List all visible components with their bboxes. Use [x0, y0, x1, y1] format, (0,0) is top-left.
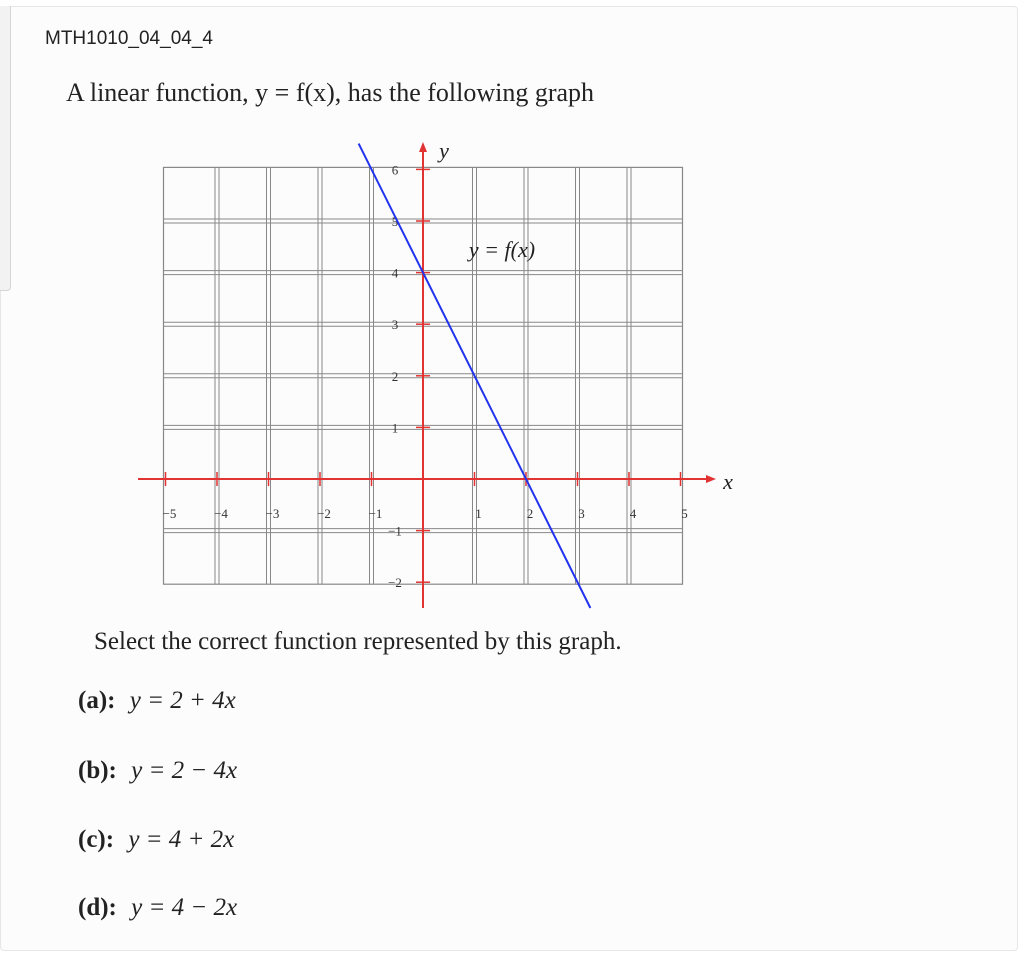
choice-a[interactable]: [78, 687, 236, 715]
choice-a-label: (a):: [78, 687, 116, 714]
choice-b-expression: y = 2 − 4x: [131, 757, 238, 784]
choice-b-label: (b):: [78, 757, 117, 784]
choice-c-expression: y = 4 + 2x: [128, 826, 235, 853]
y-tick-label: 4: [391, 265, 399, 281]
y-tick-label: 3: [391, 317, 399, 333]
x-axis-label: x: [723, 469, 733, 494]
question-text: Select the correct function represented by this graph.: [94, 628, 622, 655]
choice-d[interactable]: [78, 894, 237, 922]
y-tick-label: −1: [388, 523, 402, 539]
x-tick-label: −5: [162, 506, 177, 521]
choice-b[interactable]: [78, 757, 237, 785]
x-tick-label: 1: [475, 506, 482, 521]
y-tick-label: −2: [388, 575, 402, 591]
choice-c[interactable]: [78, 826, 234, 854]
x-axis-arrow: [706, 475, 716, 483]
problem-id: MTH1010_04_04_4: [45, 28, 213, 49]
y-axis-arrow: [419, 142, 427, 152]
choice-c-label: (c):: [78, 826, 115, 853]
x-tick-label: −3: [265, 506, 280, 521]
series-label: y = f(x): [468, 237, 536, 262]
problem-prompt: A linear function, y = f(x), has the following graph: [66, 78, 595, 107]
x-tick-label: 2: [526, 506, 534, 521]
choice-a-expression: y = 2 + 4x: [129, 687, 236, 714]
y-tick-label: 1: [391, 420, 399, 436]
y-tick-label: 2: [391, 368, 399, 384]
x-tick-label: −4: [214, 506, 228, 521]
x-tick-label: 5: [681, 506, 688, 521]
y-axis-label: y: [439, 138, 449, 163]
y-tick-label: 5: [391, 214, 399, 229]
x-tick-label: −2: [317, 506, 331, 521]
x-tick-label: 3: [578, 506, 585, 521]
x-tick-label: −1: [368, 506, 383, 521]
x-tick-label: 4: [629, 506, 637, 521]
y-tick-label: 6: [391, 162, 399, 178]
choice-d-label: (d):: [78, 894, 117, 921]
choice-d-expression: y = 4 − 2x: [131, 894, 238, 921]
